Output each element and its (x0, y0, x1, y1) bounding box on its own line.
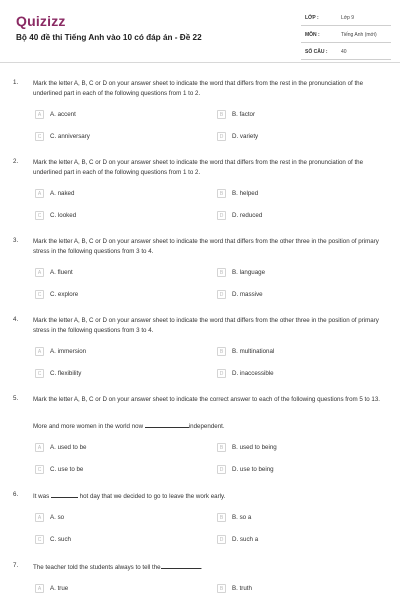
option-letter-box: B (217, 110, 226, 119)
option-letter-box: C (35, 465, 44, 474)
option-text: B. so a (232, 514, 252, 521)
meta-label: LỚP : (305, 15, 319, 21)
option-letter-box: A (35, 443, 44, 452)
answer-blank (145, 421, 189, 428)
option-letter-box: B (217, 513, 226, 522)
question-number: 2. (13, 158, 19, 165)
meta-label: MÔN : (305, 32, 320, 38)
option-letter-box: D (217, 211, 226, 220)
question-number: 7. (13, 562, 19, 569)
option-text: D. reduced (232, 212, 263, 219)
option-text: D. massive (232, 291, 263, 298)
meta-panel (301, 13, 391, 64)
option-text: A. so (50, 514, 65, 521)
option-text: C. flexibility (50, 370, 82, 377)
sentence-before: More and more women in the world now (33, 423, 144, 430)
option-letter-box: C (35, 211, 44, 220)
meta-row-class (301, 13, 391, 26)
meta-row-subject (301, 30, 391, 43)
question-text: Mark the letter A, B, C or D on your answer sheet to indicate the word that differs from the rest in the pronunciation of the underlined part in each of the following questions from 1 to 2. (33, 159, 364, 176)
option-letter-box: A (35, 268, 44, 277)
option-letter-box: A (35, 584, 44, 593)
option-letter-box: C (35, 290, 44, 299)
option-letter-box: C (35, 535, 44, 544)
option-text: B. factor (232, 111, 256, 118)
option-text: A. used to be (50, 444, 87, 451)
question-number: 4. (13, 316, 19, 323)
question-text: Mark the letter A, B, C or D on your answer sheet to indicate the word that differs from the other three in the position of primary stress in the following questions from 3 to 4. (33, 317, 379, 334)
meta-value: Tiếng Anh (mới) (341, 32, 377, 38)
option-text: C. use to be (50, 466, 84, 473)
option-letter-box: A (35, 347, 44, 356)
option-letter-box: B (217, 584, 226, 593)
meta-row-count (301, 47, 391, 60)
option-text: B. multinational (232, 348, 275, 355)
option-text: A. accent (50, 111, 76, 118)
worksheet-header (0, 0, 400, 62)
question-text: Mark the letter A, B, C or D on your answer sheet to indicate the correct answer to each of the following questions from 5 to 13. (33, 396, 381, 403)
option-text: A. true (50, 585, 69, 592)
option-text: A. fluent (50, 269, 73, 276)
option-text: D. such a (232, 536, 259, 543)
option-text: D. variety (232, 133, 259, 140)
option-letter-box: B (217, 268, 226, 277)
option-text: C. looked (50, 212, 77, 219)
option-letter-box: D (217, 369, 226, 378)
sentence-after: independent. (188, 423, 225, 430)
question-text: Mark the letter A, B, C or D on your answer sheet to indicate the word that differs from the other three in the position of primary stress in the following questions from 3 to 4. (33, 238, 379, 255)
option-letter-box: D (217, 465, 226, 474)
option-text: A. immersion (50, 348, 87, 355)
option-text: B. truth (232, 585, 252, 592)
header-divider (0, 62, 400, 63)
option-text: B. helped (232, 190, 259, 197)
option-letter-box: B (217, 347, 226, 356)
option-letter-box: C (35, 369, 44, 378)
option-text: C. such (50, 536, 71, 543)
question-number: 1. (13, 79, 19, 86)
question-text: Mark the letter A, B, C or D on your answer sheet to indicate the word that differs from the rest in the pronunciation of the underlined part in each of the following questions from 1 to 2. (33, 80, 364, 97)
question-number: 6. (13, 491, 19, 498)
option-letter-box: D (217, 290, 226, 299)
sentence-before: The teacher told the students always to tell the (33, 564, 161, 571)
question-number: 3. (13, 237, 19, 244)
sentence-after: hot day that we decided to go to leave the work early. (79, 493, 226, 500)
meta-value: 40 (341, 49, 347, 55)
sentence-after: . (200, 564, 203, 571)
page-title: Bộ 40 đề thi Tiếng Anh vào 10 có đáp án - Đề 22 (16, 33, 202, 42)
option-text: C. explore (50, 291, 79, 298)
option-letter-box: B (217, 189, 226, 198)
option-letter-box: A (35, 189, 44, 198)
option-text: C. anniversary (50, 133, 90, 140)
answer-blank (161, 562, 201, 569)
option-letter-box: A (35, 110, 44, 119)
option-text: D. use to being (232, 466, 274, 473)
option-letter-box: B (217, 443, 226, 452)
question-sentence (33, 421, 225, 432)
option-text: A. naked (50, 190, 75, 197)
quizizz-logo: Quizizz (16, 13, 66, 29)
answer-blank (51, 491, 78, 498)
meta-value: Lớp 9 (341, 15, 355, 21)
option-letter-box: A (35, 513, 44, 522)
option-letter-box: C (35, 132, 44, 141)
option-text: D. inaccessible (232, 370, 274, 377)
question-sentence (33, 562, 202, 573)
question-sentence (33, 491, 225, 502)
option-text: B. language (232, 269, 266, 276)
sentence-before: It was (33, 493, 50, 500)
option-text: B. used to being (232, 444, 277, 451)
question-number: 5. (13, 395, 19, 402)
meta-label: SỐ CÂU : (305, 49, 328, 55)
option-letter-box: D (217, 535, 226, 544)
option-letter-box: D (217, 132, 226, 141)
